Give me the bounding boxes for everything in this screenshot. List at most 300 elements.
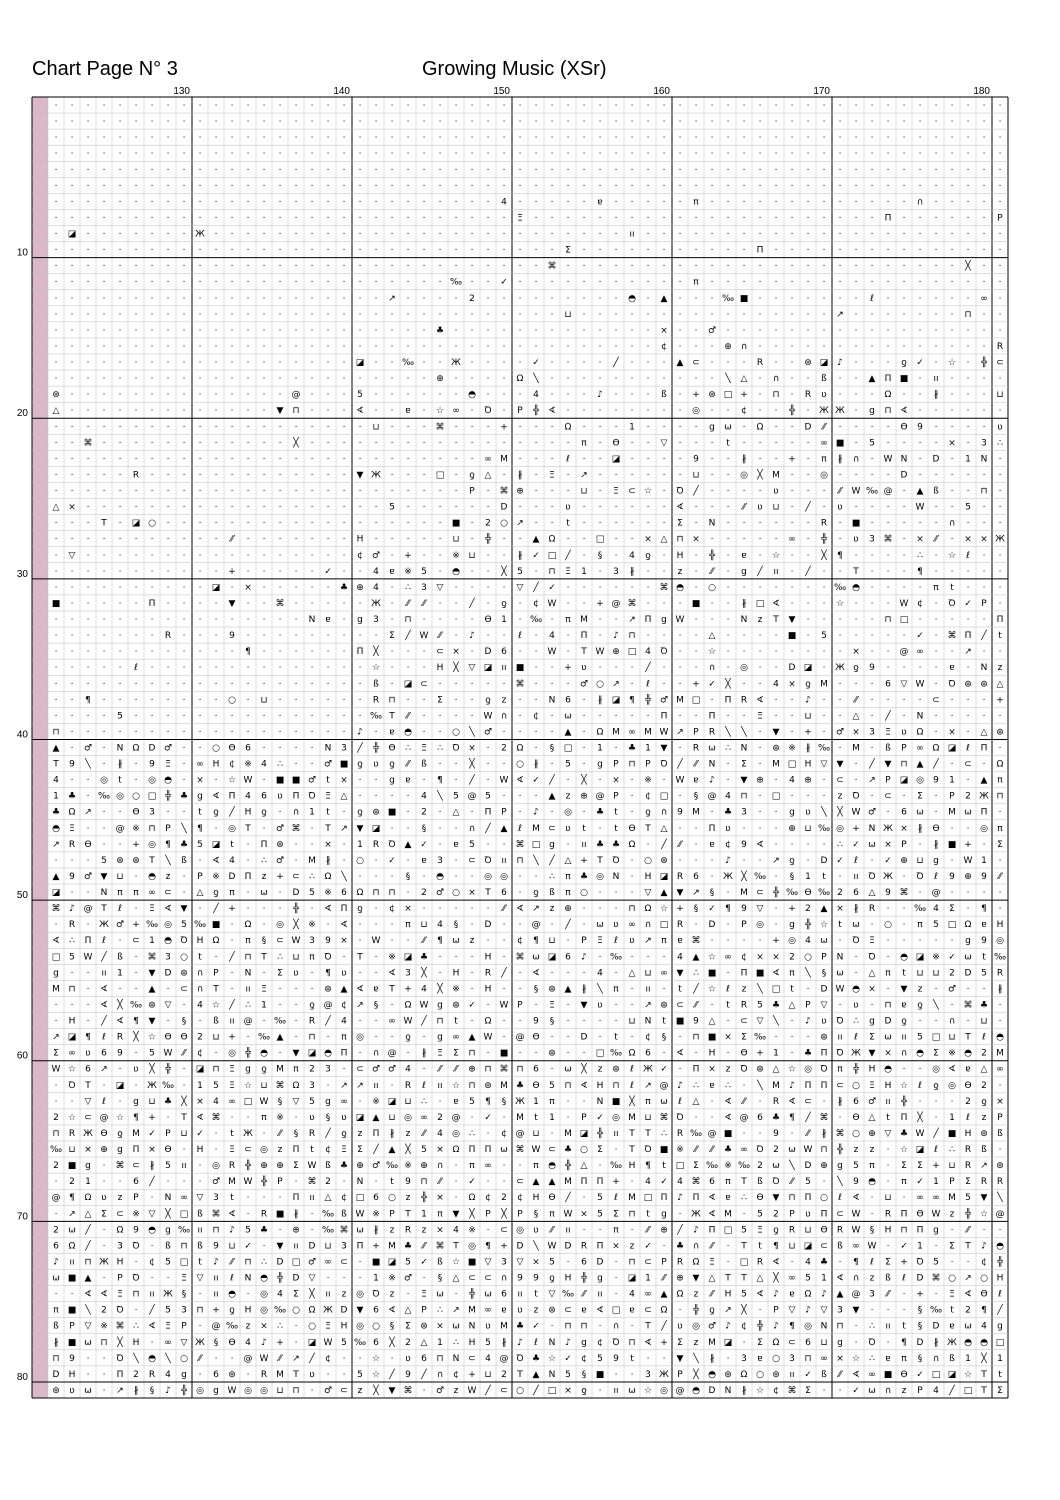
stitch-symbol: ·	[775, 165, 778, 175]
stitch-symbol: ·	[791, 390, 794, 400]
stitch-symbol: ·	[103, 470, 106, 480]
stitch-symbol: △	[581, 1161, 588, 1171]
stitch-symbol: Π	[581, 631, 588, 641]
stitch-symbol: ·	[407, 390, 410, 400]
stitch-symbol: ·	[631, 358, 634, 368]
stitch-symbol: ·	[151, 470, 154, 480]
stitch-symbol: 4	[453, 1225, 459, 1235]
stitch-symbol: ♪	[725, 1322, 731, 1332]
stitch-symbol: ɐ	[421, 856, 426, 866]
stitch-symbol: ✓	[468, 1177, 476, 1187]
stitch-symbol: 5	[597, 1209, 603, 1219]
stitch-symbol: ¢	[485, 1193, 491, 1203]
stitch-symbol: ·	[743, 358, 746, 368]
stitch-symbol: ·	[903, 1290, 906, 1300]
stitch-symbol: ɐ	[389, 727, 394, 737]
stitch-symbol: Π	[341, 904, 348, 914]
stitch-symbol: +	[500, 422, 508, 432]
stitch-symbol: ·	[871, 1000, 874, 1010]
stitch-symbol: M	[564, 1129, 572, 1139]
stitch-symbol: ◓	[52, 824, 60, 834]
stitch-symbol: ·	[935, 1097, 938, 1107]
stitch-symbol: ¢	[917, 599, 923, 609]
stitch-symbol: 6	[805, 1338, 811, 1348]
stitch-symbol: ⊓	[612, 1081, 619, 1091]
stitch-symbol: ⊓	[628, 904, 635, 914]
stitch-symbol: ·	[343, 663, 346, 673]
stitch-symbol: ╬	[165, 790, 171, 802]
stitch-symbol: ⊂	[644, 1257, 652, 1267]
stitch-symbol: ·	[279, 117, 282, 127]
stitch-symbol: ·	[775, 310, 778, 320]
stitch-symbol: π	[53, 1306, 59, 1316]
stitch-symbol: ·	[135, 406, 138, 416]
stitch-symbol: 1	[437, 1338, 443, 1348]
stitch-symbol: ß	[197, 1241, 203, 1251]
stitch-symbol: 5	[405, 1257, 411, 1267]
stitch-symbol: ╱	[660, 838, 667, 850]
stitch-symbol: D	[821, 856, 828, 866]
stitch-symbol: ☆	[244, 1081, 252, 1091]
stitch-symbol: ⊔	[644, 1113, 651, 1123]
stitch-symbol: ·	[967, 101, 970, 111]
stitch-symbol: ·	[119, 583, 122, 593]
stitch-symbol: ▽	[821, 1306, 828, 1316]
stitch-symbol: ·	[439, 342, 442, 352]
stitch-symbol: Ξ	[421, 744, 427, 754]
stitch-symbol: §	[422, 824, 427, 834]
stitch-symbol: ✓	[388, 856, 396, 866]
stitch-symbol: ·	[695, 663, 698, 673]
stitch-symbol: 1	[581, 567, 587, 577]
stitch-symbol: ·	[135, 503, 138, 513]
stitch-symbol: ·	[103, 1241, 106, 1251]
stitch-symbol: ·	[183, 535, 186, 545]
stitch-symbol: ·	[391, 422, 394, 432]
stitch-symbol: 3	[501, 1257, 507, 1267]
stitch-symbol: ⌘	[948, 631, 957, 641]
stitch-symbol: ⊓	[580, 1322, 587, 1332]
stitch-symbol: T	[84, 1081, 91, 1091]
stitch-symbol: ϴ	[612, 438, 619, 448]
stitch-symbol: ·	[839, 695, 842, 705]
stitch-symbol: ↗	[388, 294, 396, 304]
stitch-symbol: ╱	[804, 565, 811, 577]
stitch-symbol: Ж	[195, 1338, 205, 1348]
stitch-symbol: ·	[871, 695, 874, 705]
stitch-symbol: ✓	[532, 776, 540, 786]
stitch-symbol: Ξ	[229, 1065, 235, 1075]
stitch-symbol: ⊓	[564, 1081, 571, 1091]
stitch-symbol: W	[484, 711, 493, 721]
stitch-symbol: ·	[263, 968, 266, 978]
stitch-symbol: ·	[199, 1370, 202, 1380]
stitch-symbol: ⌘	[292, 824, 301, 834]
stitch-symbol: ∦	[822, 1129, 827, 1139]
stitch-symbol: ¶	[629, 695, 635, 705]
stitch-symbol: ·	[823, 197, 826, 207]
stitch-symbol: π	[901, 1177, 907, 1187]
stitch-symbol: 2	[197, 1033, 203, 1043]
stitch-symbol: R	[133, 470, 139, 480]
stitch-symbol: W	[884, 454, 893, 464]
stitch-symbol: ·	[71, 133, 74, 143]
stitch-symbol: ·	[375, 904, 378, 914]
stitch-symbol: ·	[279, 695, 282, 705]
stitch-symbol: ⊂	[84, 1113, 92, 1123]
stitch-symbol: ·	[199, 663, 202, 673]
stitch-symbol: 1	[357, 840, 363, 850]
stitch-symbol: ·	[599, 1386, 602, 1396]
stitch-symbol: ·	[647, 310, 650, 320]
stitch-symbol: ·	[407, 230, 410, 240]
stitch-symbol: N	[741, 744, 748, 754]
stitch-symbol: ·	[887, 438, 890, 448]
stitch-symbol: ·	[487, 760, 490, 770]
stitch-symbol: ⌘	[660, 1113, 669, 1123]
stitch-symbol: ·	[455, 711, 458, 721]
stitch-symbol: ⊔	[532, 1129, 539, 1139]
stitch-symbol: ·	[935, 984, 938, 994]
stitch-symbol: ϴ	[964, 1081, 971, 1091]
stitch-symbol: P	[613, 760, 619, 770]
stitch-symbol: ·	[311, 294, 314, 304]
stitch-symbol: ·	[199, 615, 202, 625]
stitch-symbol: ◓	[228, 1290, 236, 1300]
stitch-symbol: ·	[359, 422, 362, 432]
stitch-symbol: ʋ	[309, 1370, 314, 1380]
stitch-symbol: ☆	[148, 1033, 156, 1043]
stitch-symbol: ∩	[741, 342, 748, 352]
stitch-symbol: ·	[119, 551, 122, 561]
stitch-symbol: ·	[167, 647, 170, 657]
stitch-symbol: ·	[935, 519, 938, 529]
stitch-symbol: ∞	[452, 406, 460, 416]
stitch-symbol: ⊓	[996, 792, 1003, 802]
stitch-symbol: ·	[87, 856, 90, 866]
stitch-symbol: ¢	[325, 1354, 331, 1364]
stitch-symbol: △	[421, 1338, 428, 1348]
stitch-symbol: ·	[135, 904, 138, 914]
stitch-symbol: ʋ	[341, 968, 346, 978]
stitch-symbol: ▽	[309, 1274, 316, 1284]
stitch-symbol: ·	[519, 278, 522, 288]
stitch-symbol: ·	[663, 278, 666, 288]
stitch-symbol: ·	[87, 454, 90, 464]
stitch-symbol: ʋ	[853, 1000, 858, 1010]
stitch-symbol: ·	[55, 197, 58, 207]
stitch-symbol: ·	[343, 1370, 346, 1380]
stitch-symbol: ⌘	[692, 936, 701, 946]
stitch-symbol: ·	[839, 470, 842, 480]
stitch-symbol: ·	[615, 1000, 618, 1010]
stitch-symbol: ·	[311, 438, 314, 448]
stitch-symbol: ·	[935, 679, 938, 689]
stitch-symbol: ·	[247, 1113, 250, 1123]
stitch-symbol: ·	[663, 487, 666, 497]
stitch-symbol: ƍ	[261, 808, 267, 818]
stitch-symbol: ·	[311, 278, 314, 288]
stitch-symbol: ʋ	[853, 535, 858, 545]
stitch-symbol: ♪	[789, 1081, 795, 1091]
stitch-symbol: ◓	[548, 1161, 556, 1171]
stitch-symbol: ♂	[868, 808, 876, 818]
stitch-symbol: t	[758, 1241, 762, 1251]
stitch-symbol: ·	[599, 181, 602, 191]
stitch-symbol: ß	[165, 1241, 171, 1251]
stitch-symbol: ɐ	[581, 1306, 586, 1316]
stitch-symbol: ·	[183, 197, 186, 207]
stitch-symbol: ·	[823, 503, 826, 513]
stitch-symbol: ↗	[580, 470, 588, 480]
stitch-symbol: ♣	[900, 1129, 908, 1139]
stitch-symbol: ƍ	[709, 1306, 715, 1316]
stitch-symbol: t	[790, 984, 794, 994]
stitch-symbol: Ξ	[325, 792, 331, 802]
stitch-symbol: ·	[407, 181, 410, 191]
stitch-symbol: ·	[343, 197, 346, 207]
stitch-symbol: ◪	[308, 1049, 317, 1059]
stitch-symbol: ╲	[820, 806, 827, 818]
stitch-symbol: ·	[839, 567, 842, 577]
stitch-symbol: ╳	[500, 1207, 507, 1219]
stitch-symbol: ⊓	[772, 390, 779, 400]
stitch-symbol: □	[740, 1257, 749, 1267]
stitch-symbol: ·	[919, 374, 922, 384]
stitch-symbol: ·	[919, 1065, 922, 1075]
stitch-symbol: ·	[791, 727, 794, 737]
stitch-symbol: ·	[711, 936, 714, 946]
stitch-symbol: ·	[951, 1000, 954, 1010]
stitch-symbol: D	[709, 1386, 716, 1396]
stitch-symbol: ⊓	[388, 888, 395, 898]
stitch-symbol: W	[532, 1145, 541, 1155]
stitch-symbol: ·	[439, 535, 442, 545]
stitch-symbol: ·	[519, 711, 522, 721]
stitch-symbol: ·	[711, 856, 714, 866]
stitch-symbol: ·	[247, 599, 250, 609]
stitch-symbol: ·	[631, 197, 634, 207]
stitch-symbol: ℓ	[965, 1113, 970, 1123]
stitch-symbol: ·	[343, 326, 346, 336]
stitch-symbol: ·	[535, 438, 538, 448]
stitch-symbol: ⊔	[932, 968, 939, 978]
stitch-symbol: ·	[439, 904, 442, 914]
stitch-symbol: ╳	[148, 1063, 155, 1075]
stitch-symbol: ·	[119, 727, 122, 737]
stitch-symbol: ·	[119, 310, 122, 320]
stitch-symbol: ·	[199, 470, 202, 480]
stitch-symbol: ╱	[564, 1191, 571, 1203]
stitch-symbol: ·	[87, 133, 90, 143]
stitch-symbol: ¶	[789, 1322, 795, 1332]
stitch-symbol: 9	[981, 872, 987, 882]
stitch-symbol: 2	[773, 1209, 779, 1219]
stitch-symbol: ·	[551, 326, 554, 336]
stitch-symbol: §	[406, 872, 411, 882]
stitch-symbol: ω	[836, 968, 844, 978]
stitch-symbol: π	[901, 1354, 907, 1364]
stitch-symbol: △	[853, 711, 860, 721]
stitch-symbol: ∴	[693, 968, 699, 978]
stitch-symbol: ıı	[69, 1257, 74, 1267]
stitch-symbol: ∩	[773, 374, 780, 384]
stitch-symbol: ×	[884, 840, 892, 850]
stitch-symbol: ·	[999, 406, 1002, 416]
stitch-symbol: ·	[215, 519, 218, 529]
stitch-symbol: △	[869, 888, 876, 898]
stitch-symbol: ∦	[134, 1386, 139, 1396]
stitch-symbol: Π	[709, 824, 716, 834]
stitch-symbol: ·	[871, 246, 874, 256]
stitch-symbol: ∢	[772, 1257, 780, 1267]
stitch-symbol: ·	[855, 262, 858, 272]
stitch-symbol: ·	[119, 936, 122, 946]
stitch-symbol: ·	[567, 149, 570, 159]
stitch-symbol: ⊛	[772, 744, 780, 754]
stitch-symbol: Ω	[773, 1338, 780, 1348]
stitch-symbol: ∢	[100, 1000, 108, 1010]
stitch-symbol: ♂	[436, 888, 444, 898]
stitch-symbol: ·	[391, 230, 394, 240]
stitch-symbol: ·	[215, 776, 218, 786]
stitch-symbol: ✓	[564, 1354, 572, 1364]
stitch-symbol: ·	[519, 149, 522, 159]
stitch-symbol: ·	[359, 936, 362, 946]
stitch-symbol: H	[117, 1257, 124, 1267]
stitch-symbol: ×	[852, 647, 860, 657]
stitch-symbol: ·	[423, 165, 426, 175]
stitch-symbol: ·	[983, 551, 986, 561]
stitch-symbol: ·	[679, 422, 682, 432]
stitch-symbol: ·	[55, 358, 58, 368]
stitch-symbol: ╱	[84, 1223, 91, 1235]
stitch-symbol: ·	[215, 406, 218, 416]
stitch-symbol: ·	[615, 551, 618, 561]
stitch-symbol: ıı	[149, 1290, 154, 1300]
stitch-symbol: ·	[87, 792, 90, 802]
stitch-symbol: ·	[791, 711, 794, 721]
stitch-symbol: π	[549, 1097, 555, 1107]
stitch-symbol: ※	[308, 920, 316, 930]
stitch-symbol: ·	[295, 663, 298, 673]
stitch-symbol: ·	[263, 294, 266, 304]
stitch-symbol: ·	[279, 101, 282, 111]
stitch-symbol: ·	[151, 1338, 154, 1348]
stitch-symbol: π	[533, 1161, 539, 1171]
stitch-symbol: ∴	[997, 438, 1003, 448]
stitch-symbol: ·	[119, 213, 122, 223]
stitch-symbol: ·	[791, 840, 794, 850]
stitch-symbol: ·	[999, 165, 1002, 175]
stitch-symbol: ·	[263, 904, 266, 914]
stitch-symbol: ·	[615, 197, 618, 207]
stitch-symbol: M	[628, 1113, 636, 1123]
stitch-symbol: 9	[533, 1274, 539, 1284]
stitch-symbol: ╬	[965, 1207, 971, 1219]
stitch-symbol: §	[438, 1274, 443, 1284]
stitch-symbol: ·	[103, 1274, 106, 1284]
stitch-symbol: ·	[903, 711, 906, 721]
stitch-symbol: ·	[263, 149, 266, 159]
stitch-symbol: ▽	[197, 1274, 204, 1284]
stitch-symbol: ■	[340, 760, 349, 770]
stitch-symbol: ·	[551, 101, 554, 111]
stitch-symbol: ·	[999, 551, 1002, 561]
stitch-symbol: W	[292, 936, 301, 946]
stitch-symbol: ·	[87, 246, 90, 256]
stitch-symbol: ·	[231, 422, 234, 432]
stitch-symbol: ϴ	[532, 1081, 539, 1091]
stitch-symbol: 1	[805, 872, 811, 882]
stitch-symbol: W	[500, 776, 509, 786]
stitch-symbol: ·	[263, 262, 266, 272]
stitch-symbol: ·	[263, 454, 266, 464]
stitch-symbol: P	[741, 920, 747, 930]
stitch-symbol: ·	[903, 181, 906, 191]
stitch-symbol: ·	[231, 246, 234, 256]
stitch-symbol: W	[900, 599, 909, 609]
stitch-symbol: ■	[292, 776, 301, 786]
stitch-symbol: ·	[983, 181, 986, 191]
stitch-symbol: 5	[933, 920, 939, 930]
stitch-symbol: ·	[919, 165, 922, 175]
stitch-symbol: N	[901, 454, 908, 464]
stitch-symbol: 4	[53, 776, 59, 786]
stitch-symbol: ▽	[517, 583, 524, 593]
stitch-symbol: ·	[615, 1257, 618, 1267]
stitch-symbol: ·	[471, 230, 474, 240]
stitch-symbol: ß	[437, 1257, 443, 1267]
stitch-symbol: ·	[231, 647, 234, 657]
stitch-symbol: Π	[997, 615, 1004, 625]
stitch-symbol: ¶	[725, 904, 731, 914]
stitch-symbol: Π	[229, 792, 236, 802]
stitch-symbol: ╬	[693, 1304, 699, 1316]
stitch-symbol: ·	[631, 390, 634, 400]
stitch-symbol: ╬	[261, 1175, 267, 1187]
stitch-symbol: ·	[343, 165, 346, 175]
stitch-symbol: ⁄⁄	[404, 711, 412, 721]
stitch-symbol: Π	[133, 1145, 140, 1155]
stitch-symbol: ■	[68, 1161, 77, 1171]
stitch-symbol: ·	[855, 503, 858, 513]
stitch-symbol: ·	[759, 679, 762, 689]
stitch-symbol: ·	[407, 149, 410, 159]
stitch-symbol: ·	[471, 406, 474, 416]
stitch-symbol: ·	[871, 358, 874, 368]
stitch-symbol: ·	[935, 230, 938, 240]
stitch-symbol: ·	[599, 776, 602, 786]
stitch-symbol: ·	[167, 583, 170, 593]
stitch-symbol: H	[645, 872, 652, 882]
stitch-symbol: Ω	[741, 1370, 748, 1380]
stitch-symbol: ·	[391, 342, 394, 352]
stitch-symbol: ╱	[980, 629, 987, 641]
stitch-symbol: ○	[756, 1370, 764, 1380]
stitch-symbol: ·	[983, 519, 986, 529]
stitch-symbol: ⊛	[148, 1000, 156, 1010]
stitch-symbol: ·	[679, 454, 682, 464]
stitch-symbol: ◎	[788, 936, 796, 946]
stitch-symbol: ·	[583, 197, 586, 207]
stitch-symbol: ⊛	[324, 984, 332, 994]
stitch-symbol: ·	[647, 599, 650, 609]
stitch-symbol: ·	[967, 583, 970, 593]
stitch-symbol: ·	[743, 711, 746, 721]
stitch-symbol: ·	[311, 406, 314, 416]
stitch-symbol: ·	[631, 181, 634, 191]
